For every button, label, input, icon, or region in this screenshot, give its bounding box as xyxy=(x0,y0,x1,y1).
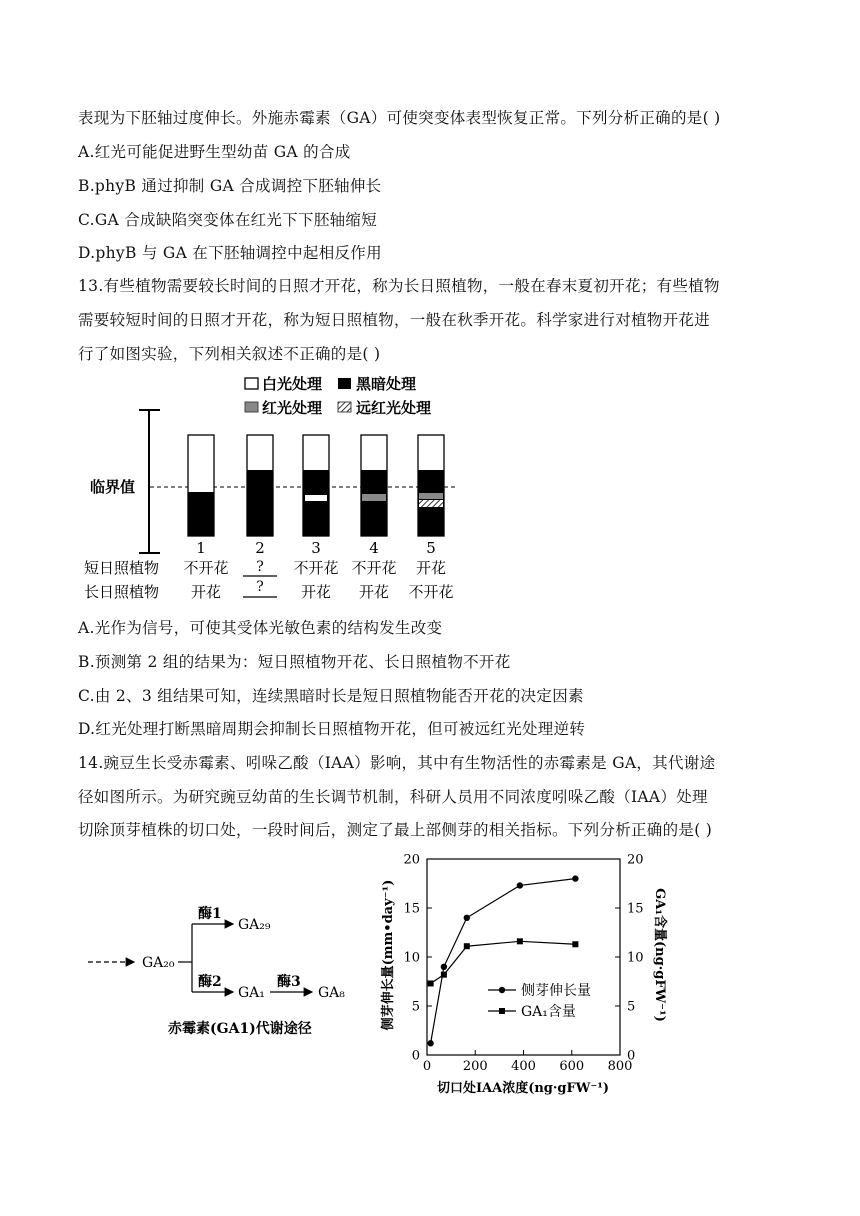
q13-stem-line-2: 需要较短时间的日照才开花，称为短日照植物，一般在秋季开花。科学家进行对植物开花进 xyxy=(78,311,711,329)
data-point-elongation xyxy=(427,1040,433,1046)
group-number-1: 1 xyxy=(196,539,206,557)
data-point-elongation xyxy=(441,964,447,970)
group-number-3: 3 xyxy=(311,539,321,557)
long-day-result-1: 开花 xyxy=(190,583,222,601)
q13-stem-line-1: 13.有些植物需要较长时间的日照才开花，称为长日照植物，一般在春末夏初开花；有些植物 xyxy=(78,277,720,295)
short-day-result-2: ? xyxy=(256,559,264,575)
q13-option-d: D.红光处理打断黑暗周期会抑制长日照植物开花，但可被远红光处理逆转 xyxy=(78,720,586,738)
bar-group-2 xyxy=(247,435,273,536)
group-number-2: 2 xyxy=(255,539,265,557)
y-tick-label-left: 0 xyxy=(411,1048,420,1064)
data-point-ga1 xyxy=(441,972,447,978)
bar-group-4 xyxy=(361,435,387,536)
legend-white-swatch xyxy=(245,378,258,389)
y-axis-right-label: GA₁含量(ng·gFW⁻¹) xyxy=(652,888,667,1022)
q13-stem-line-3: 行了如图实验，下列相关叙述不正确的是( ) xyxy=(78,345,381,363)
short-day-result-1: 不开花 xyxy=(183,559,229,577)
row-label-long-day: 长日照植物 xyxy=(84,583,160,601)
row-label-short-day: 短日照植物 xyxy=(84,559,160,577)
data-point-ga1 xyxy=(428,980,434,986)
x-tick-label: 0 xyxy=(422,1059,432,1074)
long-day-result-5: 不开花 xyxy=(408,583,454,601)
y-axis-left-label: 侧芽伸长量(mm•day⁻¹) xyxy=(381,879,396,1031)
q13-option-a: A.光作为信号，可使其受体光敏色素的结构发生改变 xyxy=(78,619,443,637)
plot-frame xyxy=(427,859,620,1055)
enzyme2-label: 酶2 xyxy=(198,974,222,990)
group-number-4: 4 xyxy=(369,539,379,557)
legend-dark-label: 黑暗处理 xyxy=(356,375,417,393)
iaa-ga1-chart xyxy=(370,845,680,1100)
ga-pathway-diagram xyxy=(0,880,380,1060)
bar-group-1 xyxy=(188,435,214,536)
data-point-elongation xyxy=(572,875,578,881)
x-tick-label: 600 xyxy=(559,1059,585,1074)
y-tick-label-right: 10 xyxy=(627,950,644,966)
q12-option-d: D.phyB 与 GA 在下胚轴调控中起相反作用 xyxy=(78,244,382,262)
q12-option-b: B.phyB 通过抑制 GA 合成调控下胚轴伸长 xyxy=(78,177,382,195)
y-tick-label-left: 5 xyxy=(411,999,420,1015)
short-day-result-4: 不开花 xyxy=(351,559,397,577)
legend-dark-swatch xyxy=(338,378,351,389)
group-number-5: 5 xyxy=(426,539,436,557)
y-tick-label-left: 20 xyxy=(403,852,420,868)
data-point-ga1 xyxy=(464,943,470,949)
enzyme3-label: 酶3 xyxy=(277,974,301,990)
bar-group-5 xyxy=(418,435,444,536)
q13-option-c: C.由 2、3 组结果可知，连续黑暗时长是短日照植物能否开花的决定因素 xyxy=(78,687,584,705)
data-point-ga1 xyxy=(517,938,523,944)
ga1-label: GA₁ xyxy=(238,985,265,1001)
x-tick-label: 800 xyxy=(607,1059,633,1074)
pathway-caption: 赤霉素(GA1)代谢途径 xyxy=(168,1021,312,1037)
chart-legend xyxy=(488,982,591,1020)
legend-red-label: 红光处理 xyxy=(262,399,323,417)
legend-series-ga1: GA₁含量 xyxy=(521,1004,576,1020)
y-tick-label-left: 10 xyxy=(403,950,420,966)
long-day-result-3: 开花 xyxy=(300,583,332,601)
photoperiod-figure xyxy=(0,365,860,605)
ga29-label: GA₂₉ xyxy=(238,917,271,933)
long-day-result-4: 开花 xyxy=(358,583,390,601)
ga8-label: GA₈ xyxy=(318,985,345,1001)
legend-series-elongation: 侧芽伸长量 xyxy=(521,983,591,999)
y-tick-label-right: 0 xyxy=(627,1048,636,1064)
y-tick-label-right: 15 xyxy=(627,901,644,917)
legend-white-label: 白光处理 xyxy=(262,375,323,393)
y-tick-label-right: 20 xyxy=(627,852,644,868)
short-day-result-3: 不开花 xyxy=(293,559,339,577)
q12-option-c: C.GA 合成缺陷突变体在红光下下胚轴缩短 xyxy=(78,211,378,229)
data-point-elongation xyxy=(464,915,470,921)
y-tick-label-right: 5 xyxy=(627,999,636,1015)
q12-stem-tail: 表现为下胚轴过度伸长。外施赤霉素（GA）可使突变体表型恢复正常。下列分析正确的是( ) xyxy=(78,109,721,127)
x-tick-label: 200 xyxy=(462,1059,488,1074)
long-day-result-2: ? xyxy=(256,579,264,595)
ga20-label: GA₂₀ xyxy=(142,955,175,971)
y-tick-label-left: 15 xyxy=(403,901,420,917)
short-day-result-5: 开花 xyxy=(415,559,447,577)
q13-option-b: B.预测第 2 组的结果为：短日照植物开花、长日照植物不开花 xyxy=(78,653,511,671)
x-axis-label: 切口处IAA浓度(ng·gFW⁻¹) xyxy=(436,1081,610,1096)
threshold-label: 临界值 xyxy=(90,478,136,496)
x-tick-label: 400 xyxy=(511,1059,536,1074)
legend-farred-swatch xyxy=(338,402,351,412)
q14-stem-line-3: 切除顶芽植株的切口处，一段时间后，测定了最上部侧芽的相关指标。下列分析正确的是( ) xyxy=(78,821,713,839)
enzyme1-label: 酶1 xyxy=(198,906,222,922)
q14-stem-line-1: 14.豌豆生长受赤霉素、吲哚乙酸（IAA）影响，其中有生物活性的赤霉素是 GA，其代谢途 xyxy=(78,754,716,772)
bar-group-3 xyxy=(303,435,329,536)
q12-option-a: A.红光可能促进野生型幼苗 GA 的合成 xyxy=(78,143,351,161)
legend-farred-label: 远红光处理 xyxy=(356,399,432,417)
data-point-ga1 xyxy=(572,941,578,947)
legend-red-swatch xyxy=(245,402,258,412)
q14-stem-line-2: 径如图所示。为研究豌豆幼苗的生长调节机制，科研人员用不同浓度吲哚乙酸（IAA）处理 xyxy=(78,788,708,806)
data-point-elongation xyxy=(517,882,523,888)
